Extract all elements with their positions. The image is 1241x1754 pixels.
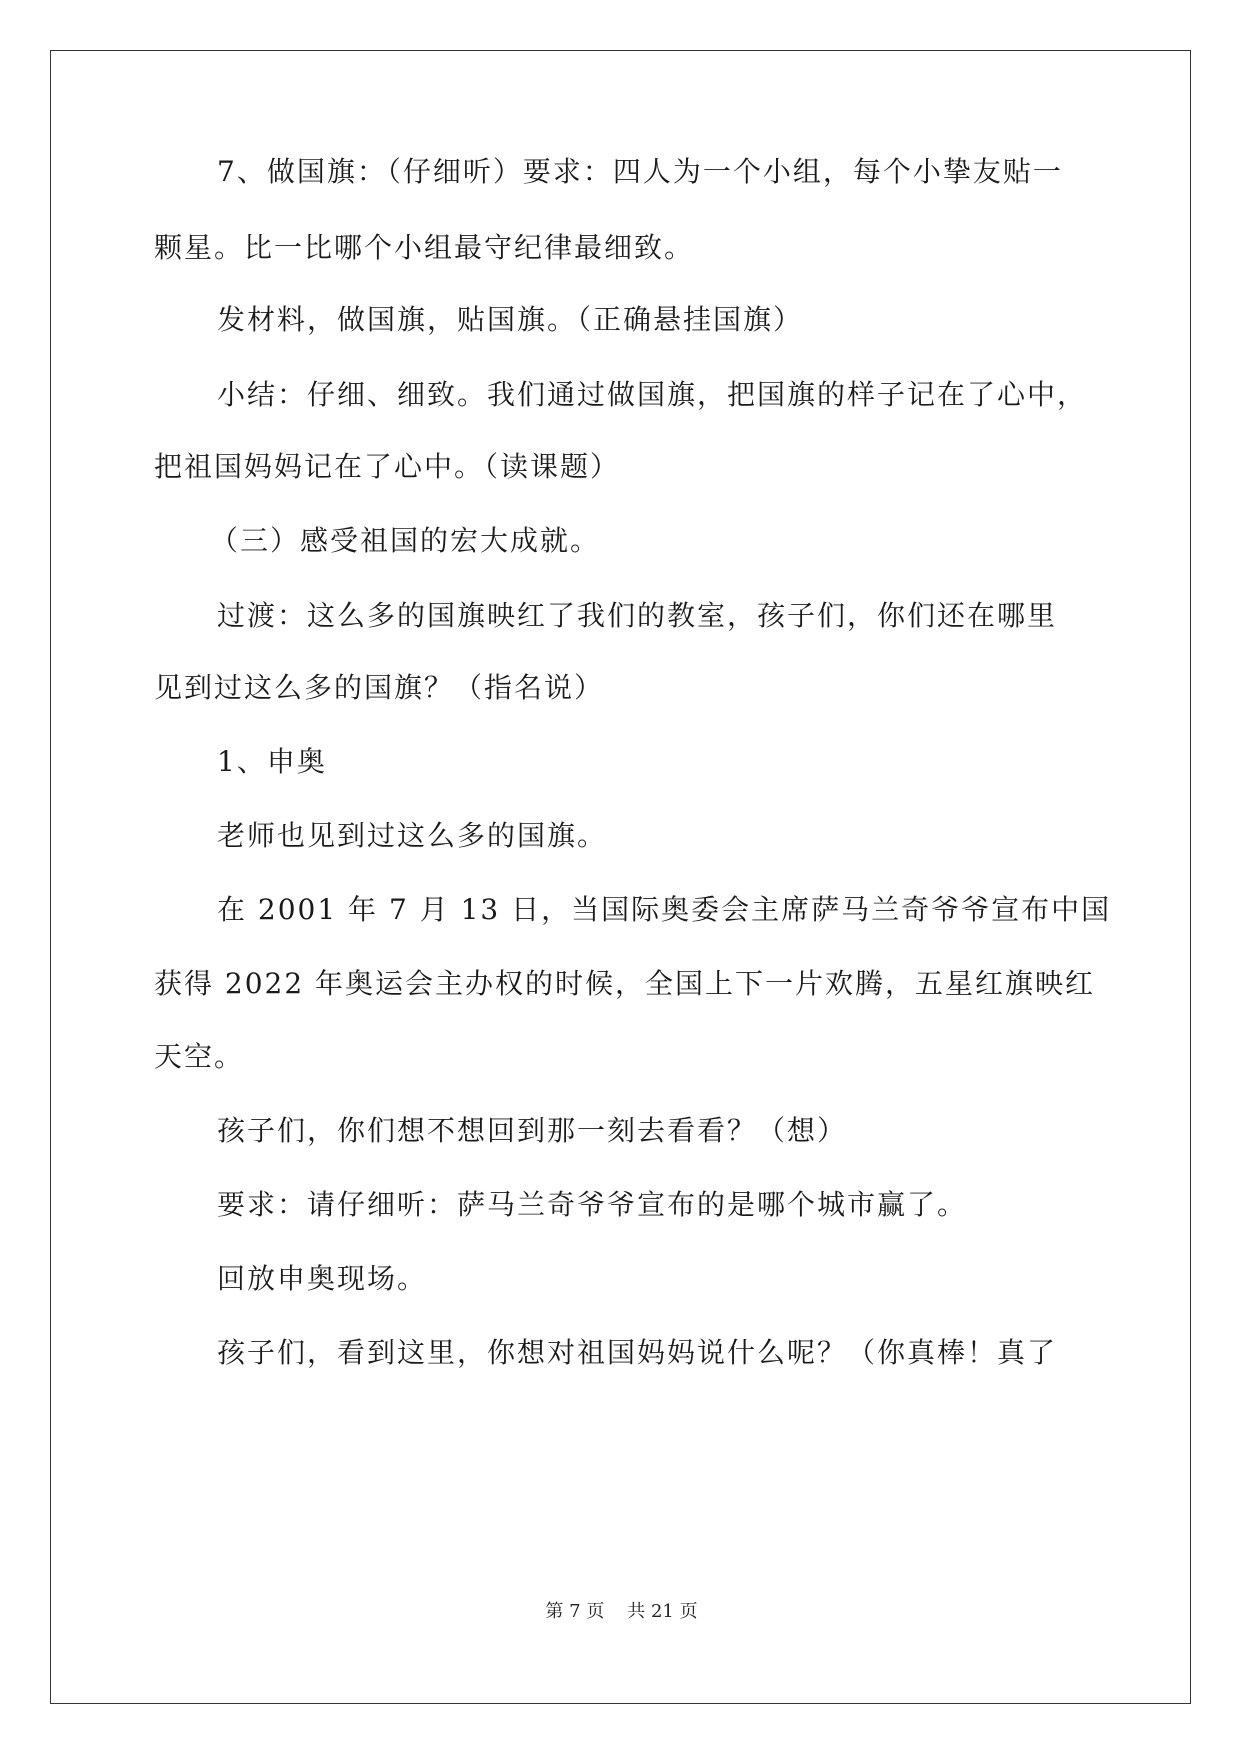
text-line: 天空。 xyxy=(154,1040,245,1073)
text-line: 发材料，做国旗，贴国旗。（正确悬挂国旗） xyxy=(217,303,804,336)
total-page-count: 共 21 页 xyxy=(627,1601,698,1622)
text-line: 回放申奥现场。 xyxy=(217,1262,428,1295)
page-frame xyxy=(50,50,1191,1704)
text-line: 小结：仔细、细致。我们通过做国旗，把国旗的样子记在了心中， xyxy=(217,378,1088,411)
text-line: （三）感受祖国的宏大成就。 xyxy=(210,524,601,557)
current-page-number: 第 7 页 xyxy=(545,1601,605,1622)
page-footer xyxy=(51,1597,1192,1623)
text-line: 1、申奥 xyxy=(217,745,327,778)
text-line: 孩子们，你们想不想回到那一刻去看看？（想） xyxy=(217,1114,848,1147)
text-line: 要求：请仔细听：萨马兰奇爷爷宣布的是哪个城市赢了。 xyxy=(217,1188,968,1221)
text-line: 把祖国妈妈记在了心中。（读课题） xyxy=(154,450,621,483)
text-line: 获得 2022 年奥运会主办权的时候，全国上下一片欢腾，五星红旗映红 xyxy=(154,967,1096,1000)
text-line: 7、做国旗：（仔细听）要求：四人为一个小组，每个小挚友贴一 xyxy=(217,155,1063,188)
text-line: 老师也见到过这么多的国旗。 xyxy=(217,819,608,852)
text-line: 孩子们，看到这里，你想对祖国妈妈说什么呢？（你真棒！真了 xyxy=(217,1336,1058,1369)
text-line: 见到过这么多的国旗？（指名说） xyxy=(154,671,605,704)
text-line: 在 2001 年 7 月 13 日，当国际奥委会主席萨马兰奇爷爷宣布中国 xyxy=(217,893,1112,926)
text-line: 过渡：这么多的国旗映红了我们的教室，孩子们，你们还在哪里 xyxy=(217,599,1058,632)
text-line: 颗星。比一比哪个小组最守纪律最细致。 xyxy=(154,231,695,264)
